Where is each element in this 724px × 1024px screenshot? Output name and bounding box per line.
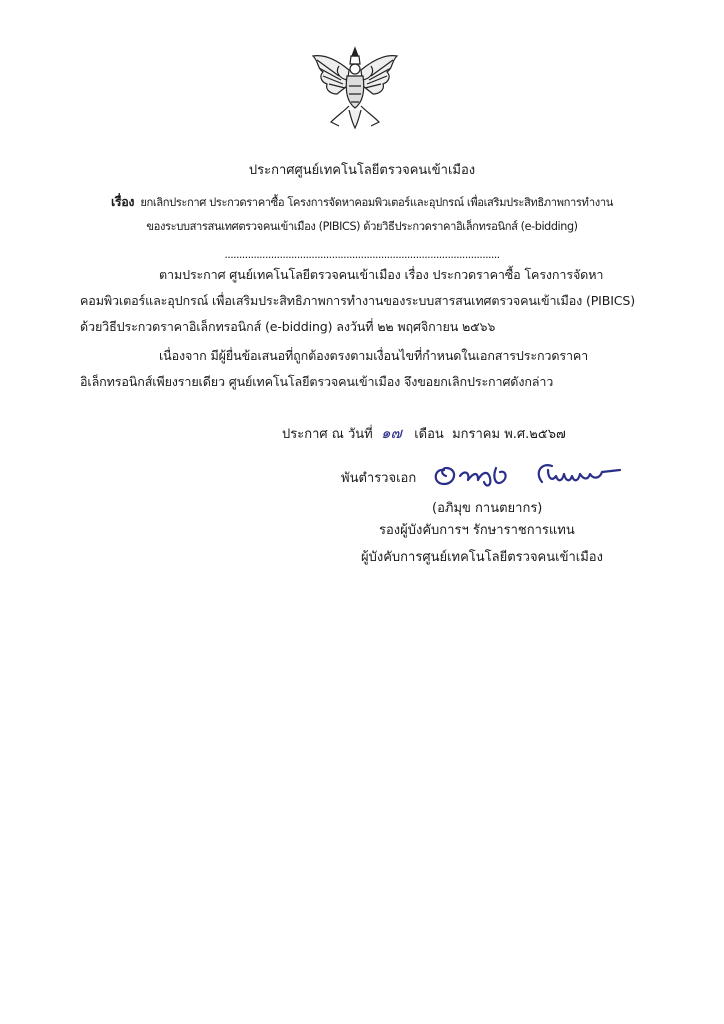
signer-name: (อภิมุข กานตยากร): [432, 501, 543, 516]
announcement-date: [282, 424, 566, 444]
signer-position-2: ผู้บังคับการศูนย์เทคโนโลยีตรวจคนเข้าเมือง: [361, 550, 603, 565]
paragraph-1-line-2: คอมพิวเตอร์และอุปกรณ์ เพื่อเสริมประสิทธิภาพการทำงานของระบบสารสนเทศตรวจคนเข้าเมือง (PIBICS): [80, 293, 636, 308]
divider-dots: ...............................................................................................: [224, 248, 500, 261]
announcement-title: ประกาศศูนย์เทคโนโลยีตรวจคนเข้าเมือง: [248, 163, 476, 178]
date-month-prefix: เดือน: [414, 427, 444, 442]
subject-text-1: ยกเลิกประกาศ ประกวดราคาซื้อ โครงการจัดหาคอมพิวเตอร์และอุปกรณ์ เพื่อเสริมประสิทธิภาพการทำงาน: [140, 196, 613, 209]
date-prefix: ประกาศ ณ วันที่: [282, 427, 373, 442]
handwritten-signature: [430, 452, 630, 494]
date-month-year: มกราคม พ.ศ.๒๕๖๗: [452, 427, 566, 442]
paragraph-1-line-1: ตามประกาศ ศูนย์เทคโนโลยีตรวจคนเข้าเมือง เรื่อง ประกวดราคาซื้อ โครงการจัดหา: [159, 267, 604, 282]
signer-rank: พันตำรวจเอก: [341, 471, 417, 486]
subject-line-1: [0, 193, 724, 212]
paragraph-2-line-2: อิเล็กทรอนิกส์เพียงรายเดียว ศูนย์เทคโนโลยีตรวจคนเข้าเมือง จึงขอยกเลิกประกาศดังกล่าว: [80, 374, 554, 389]
signer-position-1: รองผู้บังคับการฯ รักษาราชการแทน: [379, 523, 575, 538]
paragraph-1-line-3: ด้วยวิธีประกวดราคาอิเล็กทรอนิกส์ (e-bidding) ลงวันที่ ๒๒ พฤศจิกายน ๒๕๖๖: [80, 319, 496, 334]
subject-label: เรื่อง: [111, 194, 135, 209]
garuda-emblem-icon: [309, 46, 401, 130]
date-day-handwritten: ๑๗: [381, 424, 402, 442]
subject-line-2: ของระบบสารสนเทศตรวจคนเข้าเมือง (PIBICS) ด้วยวิธีประกวดราคาอิเล็กทรอนิกส์ (e-bidding): [146, 220, 578, 233]
paragraph-2-line-1: เนื่องจาก มีผู้ยื่นข้อเสนอที่ถูกต้องตรงตามเงื่อนไขที่กำหนดในเอกสารประกวดราคา: [159, 348, 589, 363]
